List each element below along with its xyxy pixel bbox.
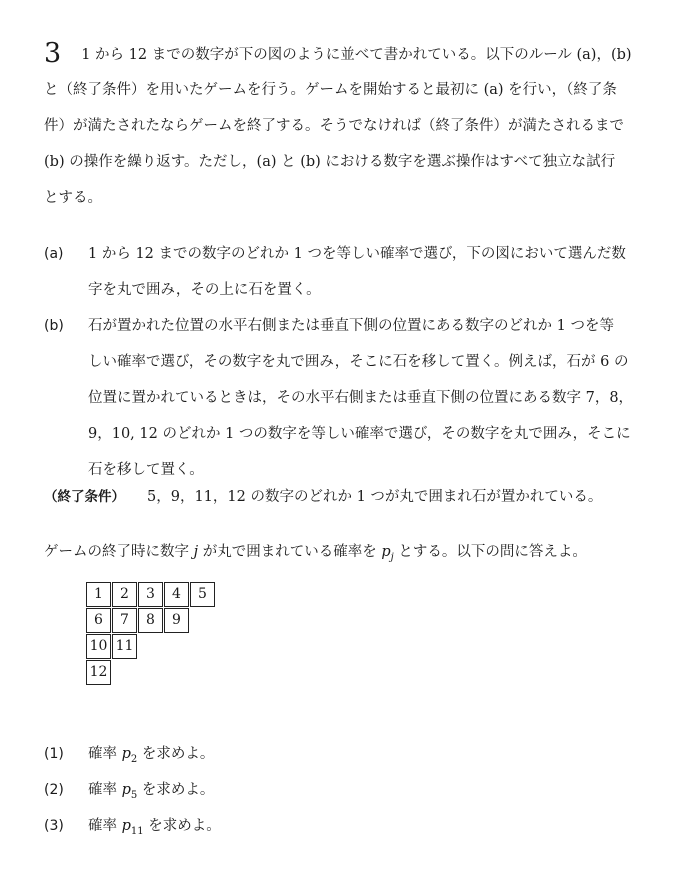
- intro-line-4: (b) の操作を繰り返す。ただし，(a) と (b) における数字を選ぶ操作はすべて独立な試行: [44, 154, 616, 170]
- probability-symbol: p: [381, 544, 391, 560]
- rule-line: 位置に置かれているときは，その水平右側または垂直下側の位置にある数字 7，8，: [88, 390, 634, 406]
- rule-text: [88, 308, 644, 488]
- problem-intro: [44, 36, 644, 216]
- question-label: (1): [44, 746, 64, 762]
- question-text-after: を求めよ。: [143, 818, 221, 834]
- rule-a: [44, 236, 644, 308]
- probability-subscript: 5: [130, 789, 138, 801]
- end-condition-text: 5，9，11，12 の数字のどれか 1 つが丸で囲まれ石が置かれている。: [147, 489, 603, 505]
- rule-label: (a): [44, 246, 64, 262]
- question-text-before: 確率: [88, 746, 122, 762]
- question-list: [44, 736, 221, 844]
- grid-cell-12: 12: [86, 660, 111, 685]
- grid-cell-8: 8: [138, 608, 163, 633]
- question-text: [88, 818, 221, 837]
- question-text-before: 確率: [88, 782, 122, 798]
- grid-cell-9: 9: [164, 608, 189, 633]
- rule-line: 石を移して置く。: [88, 462, 204, 478]
- rule-line: 9，10, 12 のどれか 1 つの数字を等しい確率で選び，その数字を丸で囲み，そこに: [88, 426, 631, 442]
- grid-cell-5: 5: [190, 582, 215, 607]
- probability-subscript: 2: [130, 753, 138, 765]
- definition-text: とする。以下の問に答えよ。: [393, 544, 587, 560]
- question-label: (3): [44, 818, 64, 834]
- question-text-after: を求めよ。: [137, 746, 215, 762]
- question-2: [44, 772, 221, 808]
- rule-line: 1 から 12 までの数字のどれか 1 つを等しい確率で選び，下の図において選んだ数: [88, 246, 626, 262]
- question-label: (2): [44, 782, 64, 798]
- rule-line: 字を丸で囲み，その上に石を置く。: [88, 282, 321, 298]
- intro-text: 1 から 12 までの数字が下の図のように並べて書かれている。以下のルール (a)，(b): [81, 47, 632, 63]
- problem-number: 3: [44, 38, 62, 69]
- probability-subscript: 11: [130, 825, 144, 837]
- grid-cell-11: 11: [112, 634, 137, 659]
- grid-cell-6: 6: [86, 608, 111, 633]
- rule-text: [88, 236, 644, 308]
- question-text: [88, 782, 215, 801]
- intro-line-5: とする。: [44, 190, 102, 206]
- end-condition: [44, 479, 602, 515]
- definition-text: が丸で囲まれている確率を: [198, 544, 382, 560]
- intro-line-1: [44, 36, 644, 72]
- rules-list: [44, 236, 644, 488]
- rule-line: しい確率で選び，その数字を丸で囲み，そこに石を移して置く。例えば，石が 6 の: [88, 354, 629, 370]
- probability-subscript: j: [390, 551, 394, 563]
- end-condition-label: （終了条件）: [44, 489, 125, 505]
- probability-definition: [44, 534, 587, 576]
- intro-line-2: と（終了条件）を用いたゲームを行う。ゲームを開始すると最初に (a) を行い，（終了条: [44, 82, 617, 98]
- definition-text: ゲームの終了時に数字: [44, 544, 194, 560]
- grid-cell-2: 2: [112, 582, 137, 607]
- rule-line: 石が置かれた位置の水平右側または垂直下側の位置にある数字のどれか 1 つを等: [88, 318, 614, 334]
- question-text: [88, 746, 215, 765]
- question-text-before: 確率: [88, 818, 122, 834]
- variable-j: j: [193, 544, 199, 560]
- probability-symbol: p: [121, 746, 131, 762]
- grid-cell-7: 7: [112, 608, 137, 633]
- grid-cell-10: 10: [86, 634, 111, 659]
- rule-b: [44, 308, 644, 488]
- rule-label: (b): [44, 318, 64, 334]
- question-text-after: を求めよ。: [137, 782, 215, 798]
- probability-symbol: p: [121, 782, 131, 798]
- question-3: [44, 808, 221, 844]
- intro-line-3: 件）が満たされたならゲームを終了する。そうでなければ（終了条件）が満たされるまで: [44, 118, 624, 134]
- grid-cell-4: 4: [164, 582, 189, 607]
- question-1: [44, 736, 221, 772]
- grid-cell-1: 1: [86, 582, 111, 607]
- grid-cell-3: 3: [138, 582, 163, 607]
- probability-symbol: p: [121, 818, 131, 834]
